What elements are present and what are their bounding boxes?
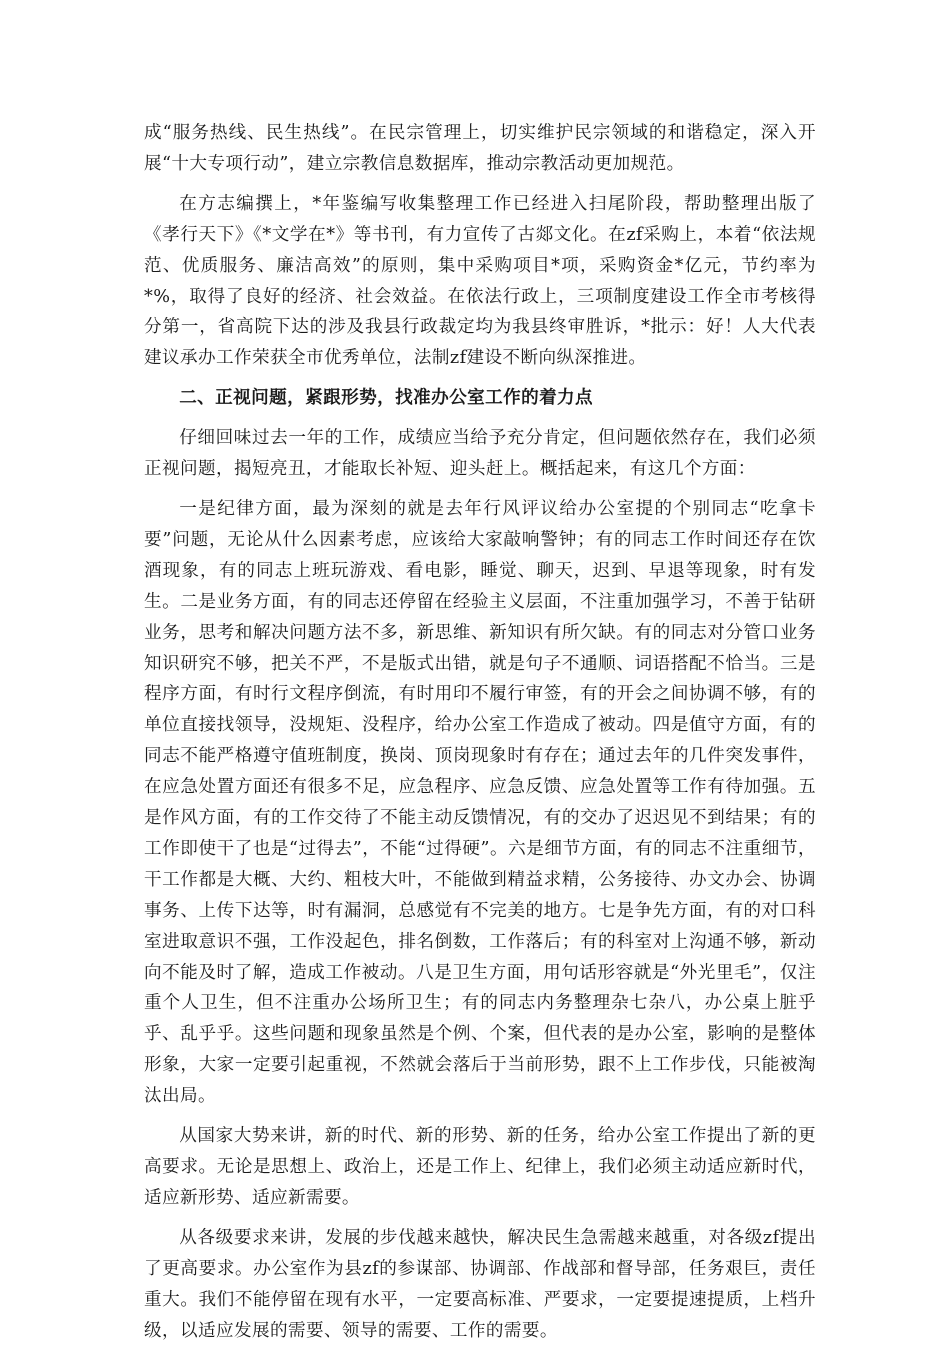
paragraph-continuation: 成“服务热线、民生热线”。在民宗管理上，切实维护民宗领域的和谐稳定，深入开展“十大专项行动”，建立宗教信息数据库，推动宗教活动更加规范。 <box>144 123 816 174</box>
paragraph-requirements: 从各级要求来讲，发展的步伐越来越快，解决民生急需越来越重，对各级zf提出了更高要求。办公室作为县zf的参谋部、协调部、作战部和督导部，任务艰巨，责任重大。我们不能停留在现有水平，一定要高标准、严要求，一定要提速提质，上档升级，以适应发展的需要、领导的需要、工作的需要。 <box>144 1227 816 1341</box>
paragraph-problem-intro: 仔细回味过去一年的工作，成绩应当给予充分肯定，但问题依然存在，我们必须正视问题，揭短亮丑，才能取长补短、迎头赶上。概括起来，有这几个方面： <box>144 428 816 480</box>
document-page <box>144 118 816 1355</box>
section-heading: 二、正视问题，紧跟形势，找准办公室工作的着力点 <box>179 388 594 409</box>
paragraph-local-chronicles: 在方志编撰上，*年鉴编写收集整理工作已经进入扫尾阶段，帮助整理出版了《孝行天下》《*文学在*》等书刊，有力宣传了古郯文化。在zf采购上，本着“依法规范、优质服务、廉洁高效”的原则，集中采购项目*项，采购资金*亿元，节约率为*%，取得了良好的经济、社会效益。在依法行政上，三项制度建设工作全市考核得分第一，省高院下达的涉及我县行政裁定均为我县终审胜诉，*批示：好！人大代表建议承办工作荣获全市优秀单位，法制zf建设不断向纵深推进。 <box>144 193 816 369</box>
paragraph-problem-list: 一是纪律方面，最为深刻的就是去年行风评议给办公室提的个别同志“吃拿卡要”问题，无论从什么因素考虑，应该给大家敲响警钟；有的同志工作时间还存在饮酒现象，有的同志上班玩游戏、看电影，睡觉、聊天，迟到、早退等现象，时有发生。二是业务方面，有的同志还停留在经验主义层面，不注重加强学习，不善于钻研业务，思考和解决问题方法不多，新思维、新知识有所欠缺。有的同志对分管口业务知识研究不够，把关不严，不是版式出错，就是句子不通顺、词语搭配不恰当。三是程序方面，有时行文程序倒流，有时用印不履行审签，有的开会之间协调不够，有的单位直接找领导，没规矩、没程序，给办公室工作造成了被动。四是值守方面，有的同志不能严格遵守值班制度，换岗、顶岗现象时有存在；通过去年的几件突发事件，在应急处置方面还有很多不足，应急程序、应急反馈、应急处置等工作有待加强。五是作风方面，有的工作交待了不能主动反馈情况，有的交办了迟迟见不到结果；有的工作即使干了也是“过得去”，不能“过得硬”。六是细节方面，有的同志不注重细节，干工作都是大概、大约、粗枝大叶，不能做到精益求精，公务接待、办文办会、协调事务、上传下达等，时有漏洞，总感觉有不完美的地方。七是争先方面，有的对口科室进取意识不强，工作没起色，排名倒数，工作落后；有的科室对上沟通不够，新动向不能及时了解，造成工作被动。八是卫生方面，用句话形容就是“外光里毛”，仅注重个人卫生，但不注重办公场所卫生；有的同志内务整理杂七杂八，办公桌上脏乎乎、乱乎乎。这些问题和现象虽然是个例、个案，但代表的是办公室，影响的是整体形象，大家一定要引起重视，不然就会落后于当前形势，跟不上工作步伐，只能被淘汰出局。 <box>144 498 816 1107</box>
paragraph-national-trend: 从国家大势来讲，新的时代、新的形势、新的任务，给办公室工作提出了新的更高要求。无论是思想上、政治上，还是工作上、纪律上，我们必须主动适应新时代，适应新形势、适应新需要。 <box>144 1126 816 1208</box>
